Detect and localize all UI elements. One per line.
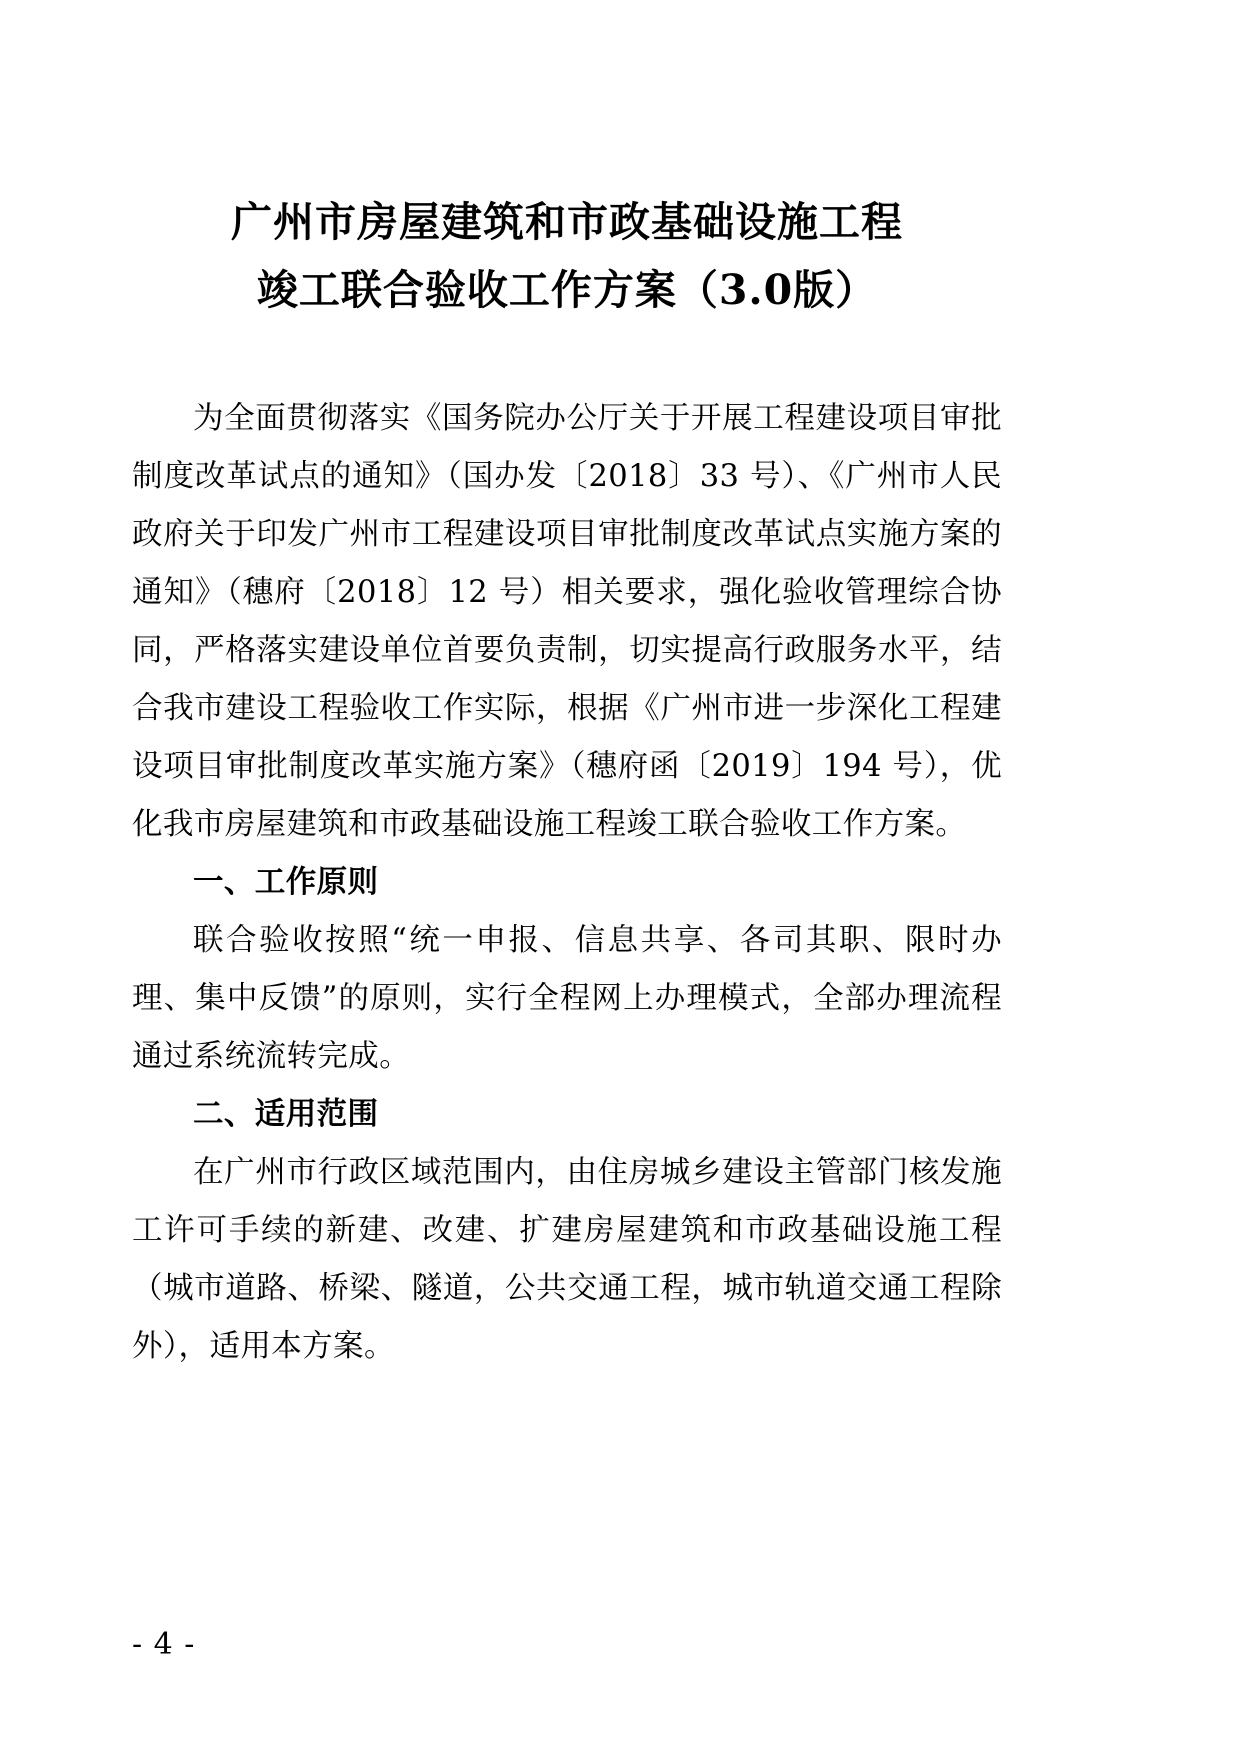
page-title-line-1: 广州市房屋建筑和市政基础设施工程 xyxy=(231,198,903,246)
page-title xyxy=(132,188,1002,324)
document-body xyxy=(132,390,1002,1376)
section-heading-1: 一、工作原则 xyxy=(193,865,379,900)
section-heading-2: 二、适用范围 xyxy=(193,1097,379,1132)
document-content xyxy=(132,188,1002,1376)
section-body-1: 联合验收按照“统一申报、信息共享、各司其职、限时办理、集中反馈”的原则，实行全程网上办理模式，全部办理流程通过系统流转完成。 xyxy=(132,923,1002,1074)
page-number: - 4 - xyxy=(132,1627,196,1662)
page-title-line-2: 竣工联合验收工作方案（3.0版） xyxy=(256,266,878,314)
section-body-2: 在广州市行政区域范围内，由住房城乡建设主管部门核发施工许可手续的新建、改建、扩建房屋建筑和市政基础设施工程（城市道路、桥梁、隧道，公共交通工程，城市轨道交通工程除外），适用本方案。 xyxy=(132,1155,1002,1364)
intro-paragraph: 为全面贯彻落实《国务院办公厅关于开展工程建设项目审批制度改革试点的通知》（国办发〔2018〕33 号）、《广州市人民政府关于印发广州市工程建设项目审批制度改革试点实施方案的通知》（穗府〔2018〕12 号）相关要求，强化验收管理综合协同，严格落实建设单位首要负责制，切实提高行政服务水平，结合我市建设工程验收工作实际，根据《广州市进一步深化工程建设项目审批制度改革实施方案》（穗府函〔2019〕194 号），优化我市房屋建筑和市政基础设施工程竣工联合验收工作方案。 xyxy=(132,401,1002,842)
